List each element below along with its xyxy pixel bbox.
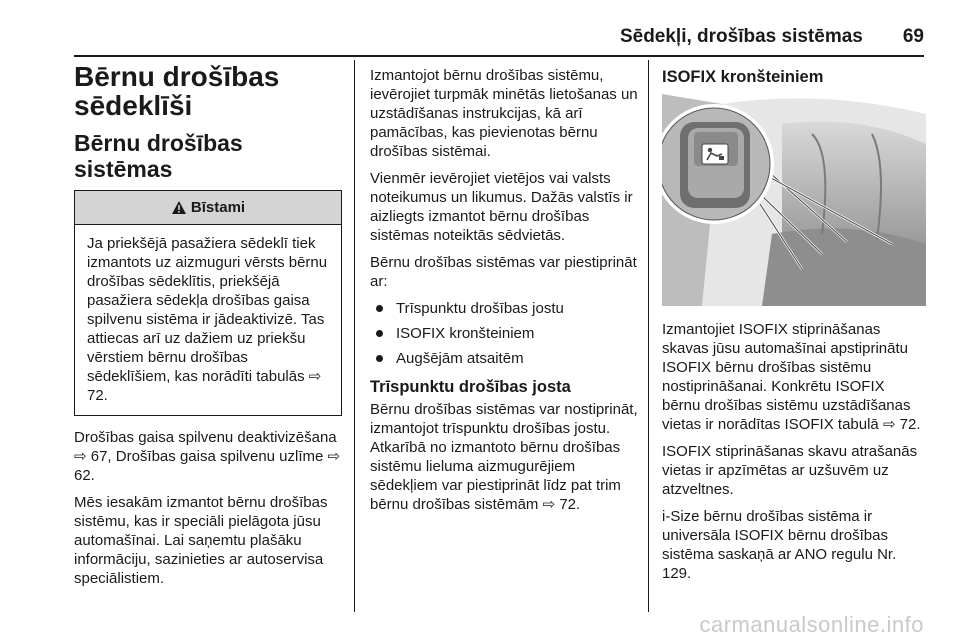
column-middle: [370, 60, 638, 612]
paragraph: Izmantojot bērnu drošības sistēmu, ievērojiet turpmāk minētās lietošanas un uzstādīšanas instrukcijas, kā arī pamācības, kas pievienotas bērnu drošības sistēmai.: [370, 67, 638, 160]
column-left: [74, 60, 342, 612]
warning-label: Bīstami: [190, 199, 246, 216]
running-header: [74, 26, 924, 56]
list-item: ISOFIX kronšteiniem: [370, 324, 638, 343]
isofix-seat-illustration: [662, 94, 926, 306]
cross-reference-link[interactable]: ⇨ 62.: [74, 448, 341, 484]
column-divider: [354, 60, 355, 612]
warning-triangle-icon: [171, 200, 187, 215]
section-title: Bērnu drošības sistēmas: [74, 130, 243, 182]
cross-reference-link[interactable]: ⇨ 72.: [87, 368, 322, 404]
attachment-list: [370, 299, 638, 368]
bullet-icon: [376, 355, 383, 362]
cross-reference-link[interactable]: ⇨ 67: [74, 448, 108, 465]
cross-reference-link[interactable]: ⇨ 72.: [542, 496, 581, 513]
list-item: Trīspunktu drošības jostu: [370, 299, 638, 318]
column-divider: [648, 60, 649, 612]
running-title: Sēdekļi, drošības sistēmas: [619, 26, 863, 47]
paragraph: i-Size bērnu drošības sistēma ir universāla ISOFIX bērnu drošības sistēma saskaņā ar ANO regulu Nr. 129.: [662, 508, 897, 582]
paragraph: ISOFIX stiprināšanas skavu atrašanās vietas ir apzīmētas ar uzšuvēm uz atzveltnes.: [662, 443, 918, 498]
column-right: [662, 60, 926, 612]
isofix-figure-svg: [662, 94, 926, 306]
paragraph: Bērnu drošības sistēmas var nostiprināt, izmantojot trīspunktu drošības jostu. Atkarībā no izmantoto bērnu drošības sistēmu lieluma aizmugurējiem sēdekļiem var piestiprināt līdz pat trim bērnu drošības sistēmām ⇨ 72.: [370, 401, 638, 513]
warning-box: [74, 190, 342, 416]
paragraph: Vienmēr ievērojiet vietējos vai valsts noteikumus un likumus. Dažās valstīs ir aizliegts izmantot bērnu drošības sistēmas noteiktās sēdvietās.: [370, 170, 633, 244]
paragraph: Mēs iesakām izmantot bērnu drošības sistēmu, kas ir speciāli pielāgota jūsu automašīnai. Lai saņemtu plašāku informāciju, sazinieties ar autoservisa speciālistiem.: [74, 494, 328, 587]
warning-body: [75, 225, 341, 415]
warning-header: [75, 191, 341, 225]
paragraph: Izmantojiet ISOFIX stiprināšanas skavas jūsu automašīnai apstiprinātu ISOFIX bērnu drošības sistēmu nostiprināšanai. Konkrētu ISOFIX bērnu drošības sistēmu uzstādīšanas vietas ir norādītas ISOFIX tabulā ⇨ 72.: [662, 321, 921, 433]
paragraph: Drošības gaisa spilvenu deaktivizēšana ⇨ 67, Drošības gaisa spilvenu uzlīme ⇨ 62.: [74, 429, 341, 484]
subsection-title: Trīspunktu drošības josta: [370, 378, 571, 396]
chapter-title: Bērnu drošības sēdeklīši: [74, 61, 280, 121]
subsection-title: ISOFIX kronšteiniem: [662, 68, 824, 86]
page-number: 69: [902, 26, 924, 47]
header-rule: [74, 55, 924, 57]
watermark: carmanualsonline.info: [699, 612, 924, 637]
bullet-icon: [376, 330, 383, 337]
cross-reference-link[interactable]: ⇨ 72.: [882, 416, 921, 433]
warning-text: Ja priekšējā pasažiera sēdeklī tiek izmantots uz aizmuguri vērsts bērnu drošības sēdeklītis, priekšējā pasažiera sēdekļa drošības gaisa spilvenu sistēma ir jādeaktivizē. Tas attiecas arī uz dažiem uz priekšu vērstiem bērnu drošības sēdeklīšiem, kas norādīti tabulās ⇨ 72.: [87, 235, 328, 404]
list-item: Augšējām atsaitēm: [370, 349, 638, 368]
paragraph: Bērnu drošības sistēmas var piestiprināt ar:: [370, 254, 637, 290]
bullet-icon: [376, 305, 383, 312]
